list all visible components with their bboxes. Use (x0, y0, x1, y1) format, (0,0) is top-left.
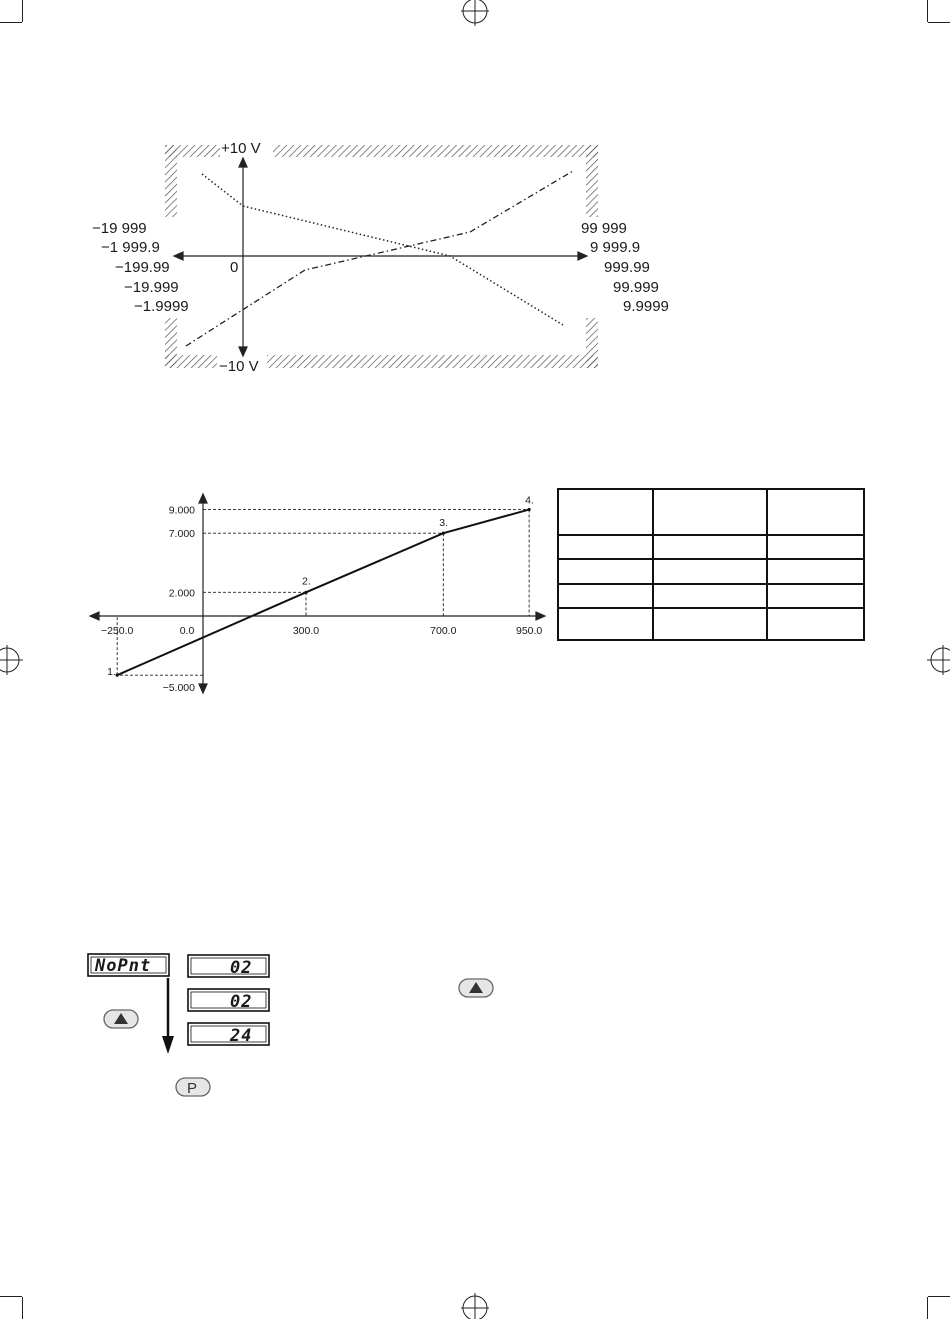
y-bottom-label: −10 V (219, 358, 259, 375)
right-label-1: 99 999 (581, 220, 627, 237)
right-label-3: 999.99 (604, 259, 650, 276)
x-tick-label: −250.0 (100, 625, 134, 637)
right-label-4: 99.999 (613, 279, 659, 296)
lcd-value-1 (188, 955, 269, 978)
x-tick-label: 300.0 (292, 625, 320, 637)
down-arrow (162, 978, 174, 1054)
x-tick-label: 700.0 (430, 625, 457, 637)
right-label-2: 9 999.9 (590, 239, 641, 256)
up-key-button-right (459, 979, 493, 997)
y-tick-label: 7.000 (168, 528, 195, 541)
lcd-value-3 (188, 1023, 269, 1046)
lcd-nopnt-text: NoPnt (95, 956, 152, 976)
x-tick-label: 950.0 (515, 625, 543, 637)
point-label-3: 3. (439, 517, 449, 530)
lcd-value-2-text: 02 (230, 992, 253, 1012)
p-key-button (176, 1078, 210, 1097)
y-tick-label: −5.000 (162, 682, 195, 695)
zero-label: 0 (230, 259, 239, 276)
left-label-2: −1 999.9 (101, 239, 160, 256)
lcd-value-2 (188, 989, 269, 1012)
y-top-label: +10 V (221, 140, 261, 157)
p-key-label: P (187, 1080, 198, 1097)
point-label-4: 4. (525, 494, 534, 507)
right-label-5: 9.9999 (623, 298, 669, 315)
y-tick-label: 9.000 (168, 504, 195, 517)
point-label-2: 2. (301, 575, 311, 588)
left-label-5: −1.9999 (134, 298, 189, 315)
left-label-3: −199.99 (115, 259, 170, 276)
x-tick-label: 0.0 (179, 625, 195, 637)
left-label-4: −19.999 (124, 279, 179, 296)
lcd-nopnt (88, 954, 169, 976)
left-label-1: −19 999 (92, 220, 147, 237)
up-key-button-left (104, 1010, 138, 1028)
point-label-1: 1. (107, 666, 116, 679)
lcd-value-3-text: 24 (230, 1026, 253, 1046)
lcd-value-1-text: 02 (230, 958, 253, 978)
y-tick-label: 2.000 (168, 587, 195, 600)
